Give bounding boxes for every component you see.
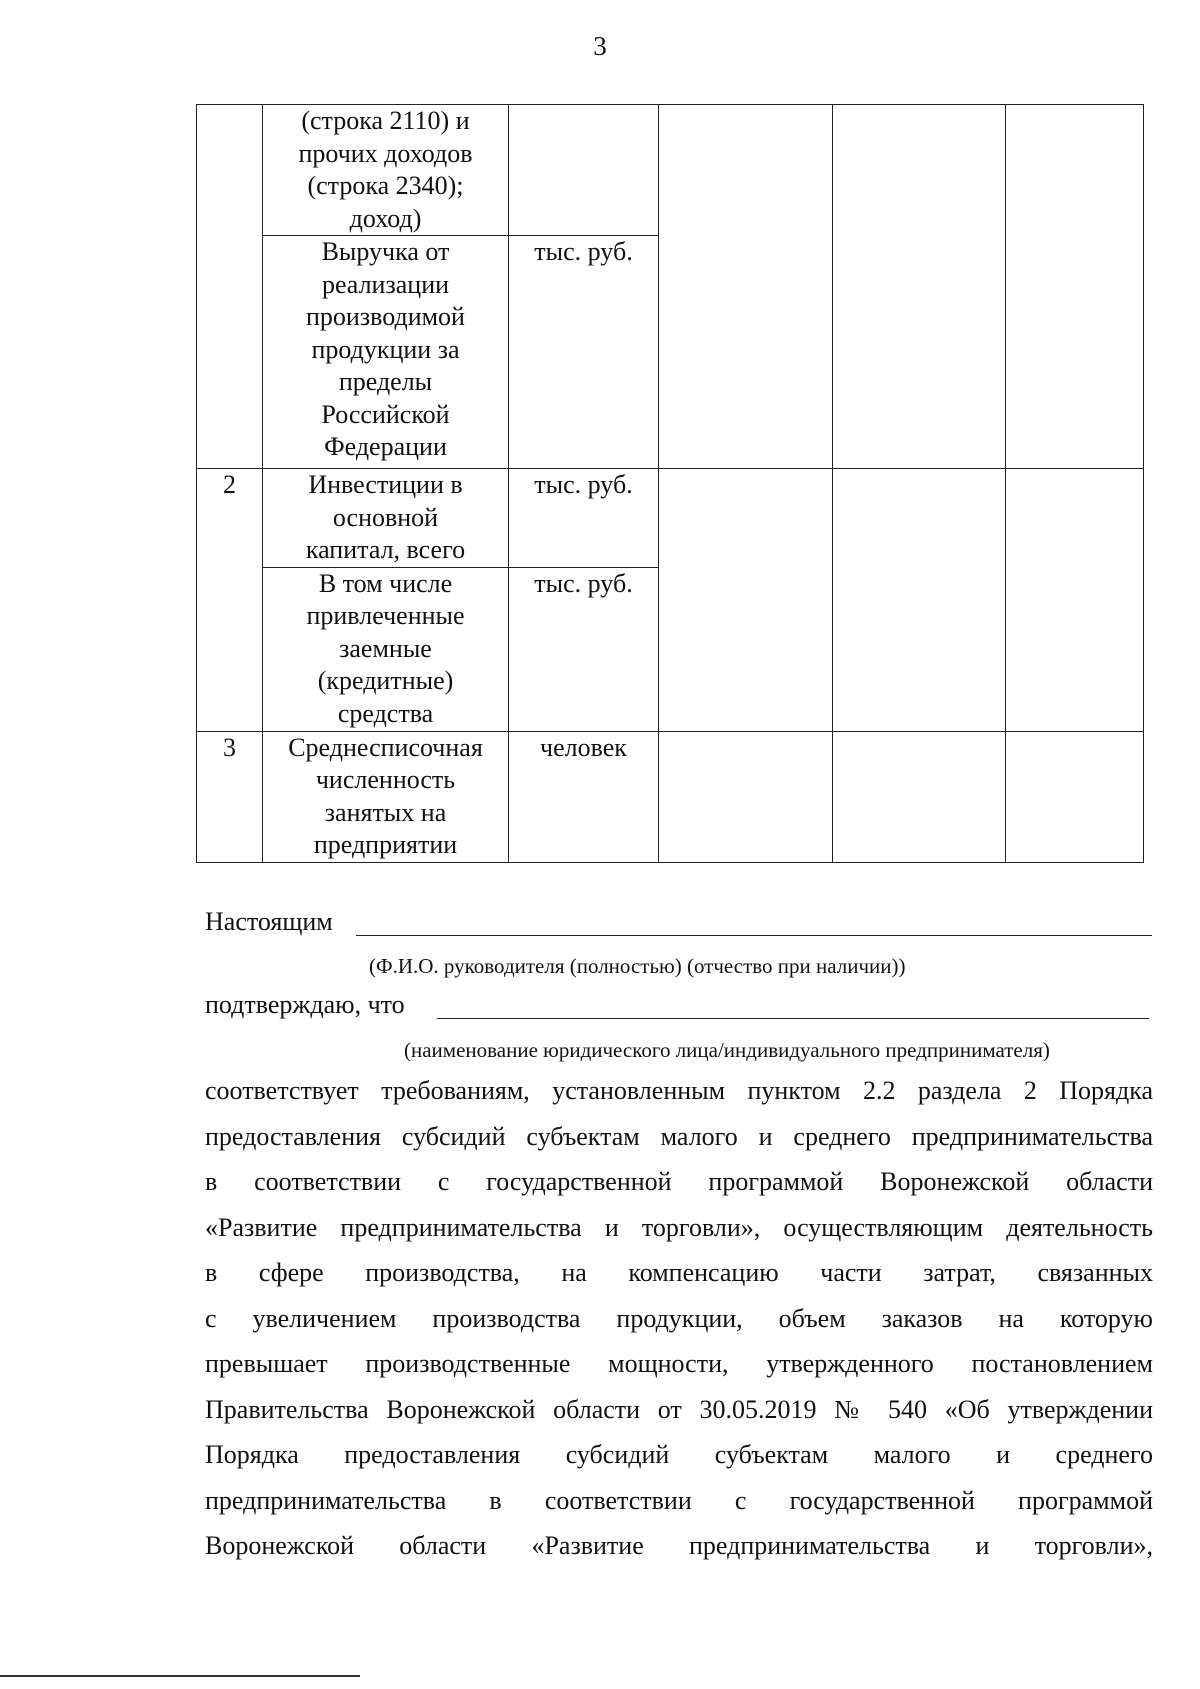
value-cell[interactable] bbox=[833, 731, 1006, 862]
value-cell[interactable] bbox=[1006, 236, 1144, 469]
indicator-name-line: доход) bbox=[349, 203, 422, 233]
row-number-cell bbox=[197, 236, 263, 469]
body-text-line: «Развитие предпринимательства и торговли», осуществляющим деятельность bbox=[205, 1212, 1153, 1242]
body-text-line: соответствует требованиям, установленным пунктом 2.2 раздела 2 Порядка bbox=[205, 1076, 1153, 1105]
indicator-name-line: Выручка от bbox=[321, 237, 450, 266]
indicator-name-line: В том числе bbox=[318, 568, 453, 598]
indicator-name-line: Среднесписочная bbox=[288, 732, 483, 762]
value-cell[interactable] bbox=[833, 567, 1006, 731]
unit-cell: тыс. руб. bbox=[509, 469, 659, 568]
indicator-name-line: Российской bbox=[321, 399, 450, 429]
footer-rule bbox=[0, 1675, 360, 1677]
unit-cell: тыс. руб. bbox=[509, 236, 659, 469]
value-cell[interactable] bbox=[659, 567, 833, 731]
value-cell[interactable] bbox=[659, 469, 833, 568]
value-cell[interactable] bbox=[1006, 105, 1144, 236]
indicator-name-cell bbox=[263, 567, 509, 731]
table-row bbox=[197, 731, 1144, 862]
body-text-line: Правительства Воронежской области от 30.05.2019 № 540 «Об утверждении bbox=[205, 1394, 1153, 1424]
value-cell[interactable] bbox=[659, 731, 833, 862]
director-name-field[interactable] bbox=[356, 935, 1152, 936]
indicator-name-line: пределы bbox=[338, 367, 433, 396]
value-cell[interactable] bbox=[833, 469, 1006, 568]
row-number-cell bbox=[197, 105, 263, 236]
value-cell[interactable] bbox=[833, 105, 1006, 236]
value-cell[interactable] bbox=[1006, 567, 1144, 731]
table-row bbox=[197, 105, 1144, 236]
value-cell[interactable] bbox=[659, 236, 833, 469]
indicator-name-cell bbox=[263, 105, 509, 236]
organization-name-field[interactable] bbox=[437, 1018, 1149, 1019]
indicator-name-line: привлеченные bbox=[306, 601, 465, 630]
indicator-name-line: (кредитные) bbox=[317, 666, 454, 695]
indicator-name-cell bbox=[263, 236, 509, 469]
indicators-table bbox=[196, 104, 1144, 863]
body-text-line: превышает производственные мощности, утвержденного постановлением bbox=[205, 1349, 1153, 1378]
body-text-line: предпринимательства в соответствии с государственной программой bbox=[205, 1485, 1153, 1515]
value-cell[interactable] bbox=[833, 236, 1006, 469]
indicator-name-line: занятых на bbox=[324, 797, 447, 827]
row-number-cell: 3 bbox=[197, 731, 263, 862]
body-text-line: в соответствии с государственной программой Воронежской области bbox=[205, 1167, 1153, 1196]
indicator-name-line: основной bbox=[332, 502, 439, 532]
indicator-name-cell bbox=[263, 469, 509, 568]
declaration-label-2: подтверждаю, что bbox=[205, 990, 405, 1019]
indicator-name-line: предприятии bbox=[313, 830, 458, 859]
indicator-name-cell bbox=[263, 731, 509, 862]
body-text-line: Воронежской области «Развитие предпринимательства и торговли», bbox=[205, 1531, 1153, 1560]
unit-cell: человек bbox=[509, 731, 659, 862]
organization-name-caption: (наименование юридического лица/индивидуального предпринимателя) bbox=[404, 1038, 1050, 1062]
declaration-label-1: Настоящим bbox=[205, 907, 333, 936]
indicator-name-line: производимой bbox=[306, 302, 465, 331]
table-row bbox=[197, 236, 1144, 469]
body-text-line: с увеличением производства продукции, объем заказов на которую bbox=[205, 1303, 1153, 1333]
value-cell[interactable] bbox=[1006, 469, 1144, 568]
indicator-name-line: реализации bbox=[321, 269, 450, 299]
indicator-name-line: Федерации bbox=[324, 432, 447, 461]
value-cell[interactable] bbox=[659, 105, 833, 236]
director-name-caption: (Ф.И.О. руководителя (полностью) (отчество при наличии)) bbox=[369, 954, 906, 978]
unit-cell bbox=[509, 105, 659, 236]
row-number-cell: 2 bbox=[197, 469, 263, 568]
indicator-name-line: капитал, всего bbox=[305, 535, 466, 564]
indicator-name-line: прочих доходов bbox=[298, 138, 473, 168]
row-number-cell bbox=[197, 567, 263, 731]
indicator-name-line: продукции за bbox=[311, 334, 460, 364]
value-cell[interactable] bbox=[1006, 731, 1144, 862]
page-number: 3 bbox=[593, 31, 607, 61]
table-row bbox=[197, 469, 1144, 568]
indicator-name-line: заемные bbox=[339, 633, 432, 663]
indicator-name-line: Инвестиции в bbox=[308, 470, 463, 499]
body-text-line: предоставления субсидий субъектам малого и среднего предпринимательства bbox=[205, 1121, 1153, 1151]
indicator-name-line: численность bbox=[315, 765, 456, 794]
indicator-name-line: (строка 2110) и bbox=[301, 106, 470, 135]
table-row bbox=[197, 567, 1144, 731]
indicator-name-line: (строка 2340); bbox=[307, 171, 464, 200]
declaration-body-text bbox=[205, 1068, 1153, 1569]
body-text-line: в сфере производства, на компенсацию части затрат, связанных bbox=[205, 1258, 1153, 1287]
body-text-line: Порядка предоставления субсидий субъектам малого и среднего bbox=[205, 1440, 1153, 1469]
indicator-name-line: средства bbox=[337, 698, 434, 728]
unit-cell: тыс. руб. bbox=[509, 567, 659, 731]
